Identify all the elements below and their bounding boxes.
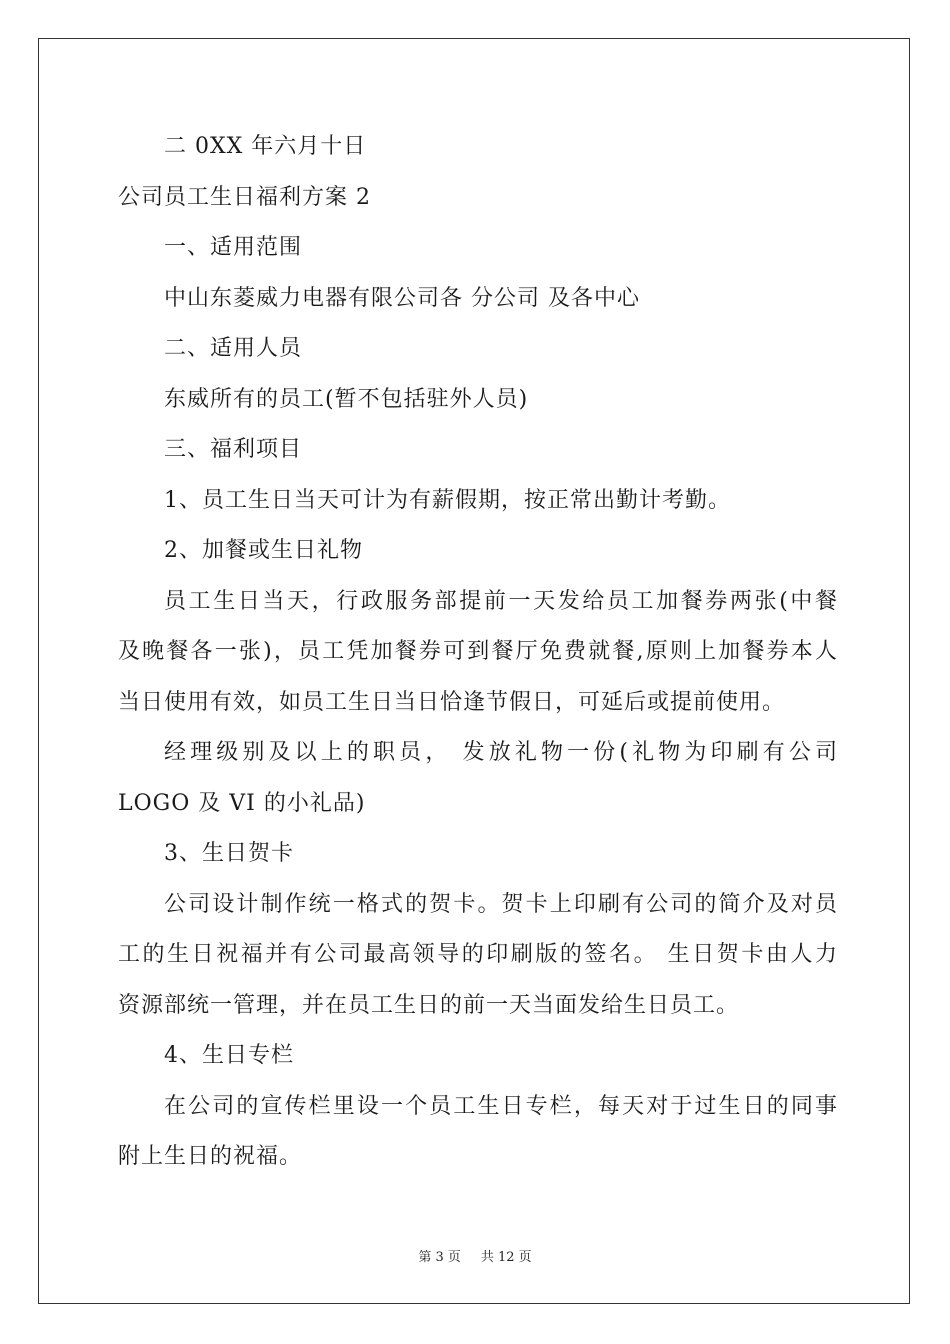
list-item: 4、生日专栏 [164,1043,294,1068]
paragraph-line: 在公司的宣传栏里设一个员工生日专栏，每天对于过生日的同事 [164,1093,838,1119]
page-total: 共 12 页 [480,1250,532,1265]
paragraph-line: 公司设计制作统一格式的贺卡。贺卡上印刷有公司的简介及对员 [164,891,838,917]
paragraph-line: 中山东菱威力电器有限公司各 分公司 及各中心 [164,285,640,311]
page-footer [0,1246,950,1265]
section-heading-benefits: 三、福利项目 [164,437,303,462]
section-heading-scope: 一、适用范围 [164,235,303,260]
paragraph-line: 及晚餐各一张)，员工凭加餐券可到餐厅免费就餐,原则上加餐券本人 [118,639,838,664]
document-body [118,122,838,1183]
paragraph-line: 资源部统一管理，并在员工生日的前一天当面发给生日员工。 [118,992,740,1018]
paragraph-line: 员工生日当天，行政服务部提前一天发给员工加餐券两张(中餐 [164,588,838,614]
document-date: 二 0XX 年六月十日 [164,134,367,159]
page-number: 第 3 页 [418,1250,461,1265]
document-title: 公司员工生日福利方案 2 [118,184,371,210]
paragraph-line: LOGO 及 VI 的小礼品) [118,790,366,816]
paragraph-line: 附上生日的祝福。 [118,1144,303,1169]
paragraph-line: 当日使用有效，如员工生日当日恰逢节假日，可延后或提前使用。 [118,689,786,715]
list-item: 1、员工生日当天可计为有薪假期，按正常出勤计考勤。 [164,487,731,513]
paragraph-line: 东威所有的员工(暂不包括驻外人员) [164,386,529,412]
paragraph-line: 经理级别及以上的职员， 发放礼物一份(礼物为印刷有公司 [164,740,838,765]
section-heading-personnel: 二、适用人员 [164,336,303,361]
list-item: 3、生日贺卡 [164,841,294,866]
list-item: 2、加餐或生日礼物 [164,538,363,563]
paragraph-line: 工的生日祝福并有公司最高领导的印刷版的签名。 生日贺卡由人力 [118,942,838,967]
